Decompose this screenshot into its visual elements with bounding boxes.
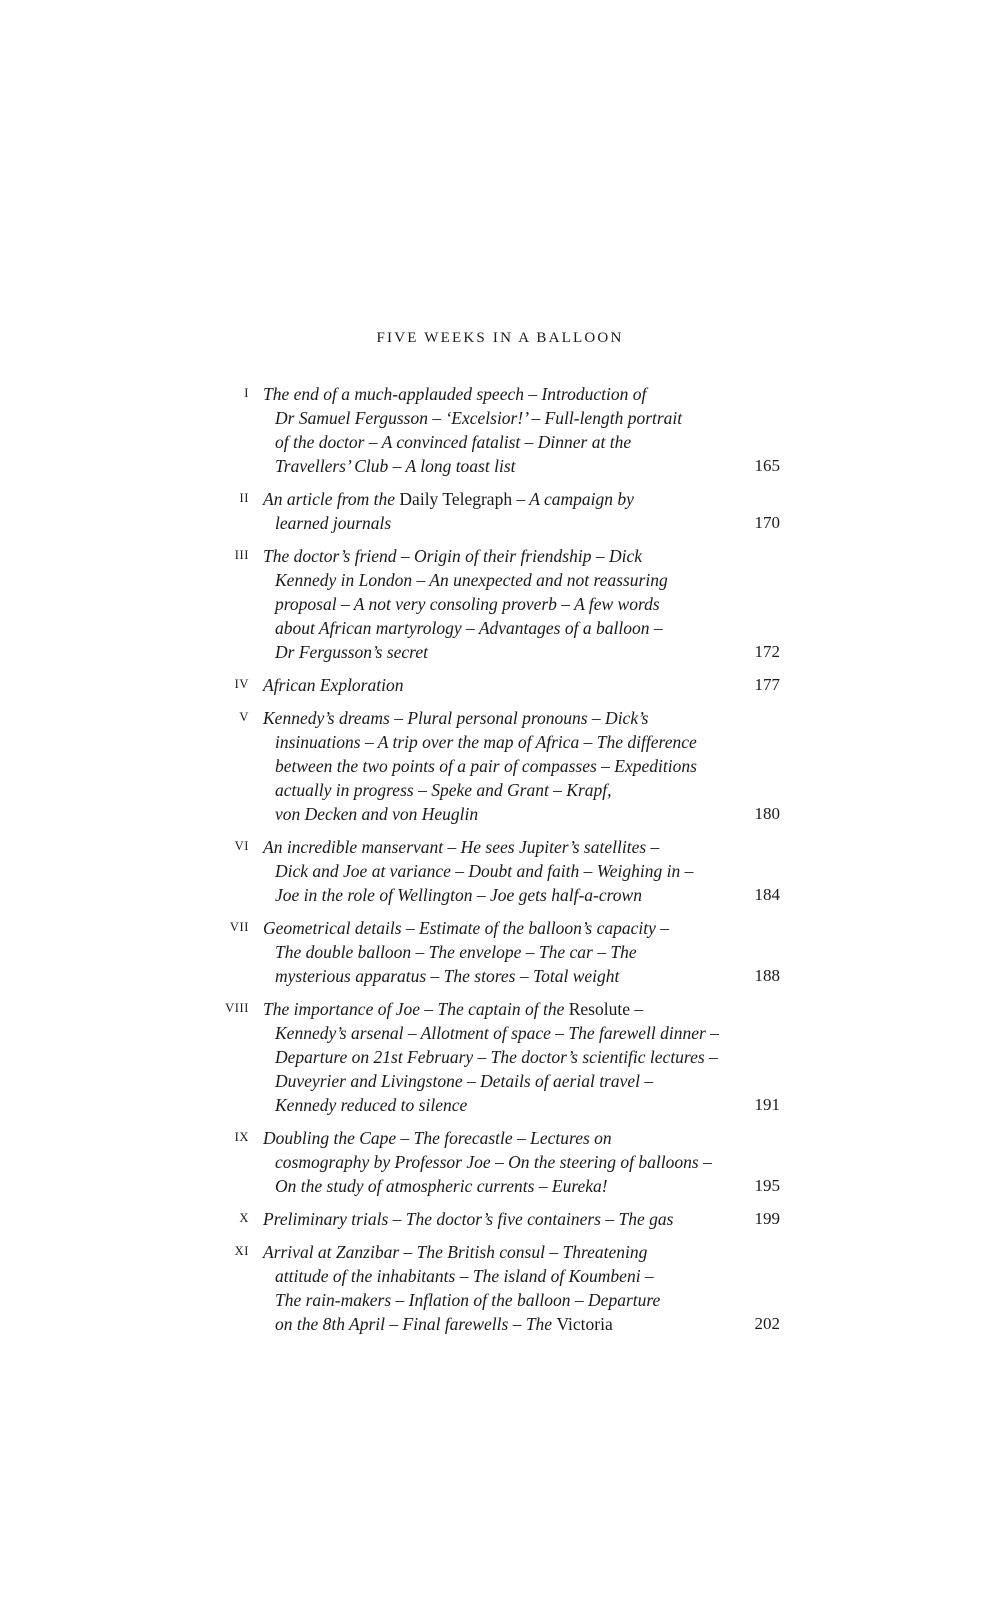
chapter-summary <box>263 382 728 478</box>
page-number: 199 <box>754 1209 780 1228</box>
toc-entry <box>215 673 780 697</box>
page-number: 172 <box>754 642 780 661</box>
chapter-summary <box>263 706 728 826</box>
chapter-summary <box>263 487 728 535</box>
summary-text: Kennedy’s arsenal – Allotment of space – The farewell dinner – <box>275 1023 719 1043</box>
page-number: 188 <box>754 966 780 985</box>
toc-entry <box>215 835 780 907</box>
summary-line <box>263 778 728 802</box>
summary-text: The importance of Joe – The captain of the <box>263 999 569 1019</box>
summary-line <box>263 1288 728 1312</box>
summary-line <box>263 454 728 478</box>
summary-line <box>263 382 728 406</box>
chapter-numeral: V <box>239 710 249 724</box>
toc-entry <box>215 1126 780 1198</box>
summary-text: Kennedy’s dreams – Plural personal pronouns – Dick’s <box>263 708 649 728</box>
summary-text: Geometrical details – Estimate of the balloon’s capacity – <box>263 918 670 938</box>
chapter-summary <box>263 1126 728 1198</box>
summary-line <box>263 592 728 616</box>
toc-entry <box>215 997 780 1117</box>
summary-line <box>263 997 728 1021</box>
summary-text: An article from the <box>263 489 400 509</box>
summary-line <box>263 487 728 511</box>
page-number: 184 <box>754 885 780 904</box>
summary-line <box>263 1069 728 1093</box>
summary-line <box>263 1174 728 1198</box>
page-number: 191 <box>754 1095 780 1114</box>
summary-text: Preliminary trials – The doctor’s five containers – The gas <box>263 1209 674 1229</box>
chapter-numeral: XI <box>234 1244 249 1258</box>
summary-line <box>263 1240 728 1264</box>
summary-text: The double balloon – The envelope – The car – The <box>275 942 637 962</box>
chapter-numeral: II <box>239 491 249 505</box>
summary-text: about African martyrology – Advantages of a balloon – <box>275 618 663 638</box>
chapter-numeral: IX <box>234 1130 249 1144</box>
page-number: 195 <box>754 1176 780 1195</box>
summary-text: An incredible manservant – He sees Jupiter’s satellites – <box>263 837 660 857</box>
chapter-summary <box>263 916 728 988</box>
summary-text: The rain-makers – Inflation of the balloon – Departure <box>275 1290 661 1310</box>
summary-text: Dr Fergusson’s secret <box>275 642 428 662</box>
page-number: 180 <box>754 804 780 823</box>
summary-text: learned journals <box>275 513 392 533</box>
summary-text: mysterious apparatus – The stores – Total weight <box>275 966 620 986</box>
toc-entry <box>215 706 780 826</box>
summary-line <box>263 1150 728 1174</box>
summary-text: of the doctor – A convinced fatalist – Dinner at the <box>275 432 632 452</box>
summary-line <box>263 616 728 640</box>
chapter-summary <box>263 835 728 907</box>
summary-line <box>263 640 728 664</box>
summary-line <box>263 406 728 430</box>
summary-text: Dick and Joe at variance – Doubt and faith – Weighing in – <box>275 861 694 881</box>
summary-line <box>263 511 728 535</box>
summary-text: on the 8th April – Final farewells – The <box>275 1314 557 1334</box>
summary-text: Departure on 21st February – The doctor’s scientific lectures – <box>275 1047 718 1067</box>
summary-line <box>263 730 728 754</box>
summary-line <box>263 1093 728 1117</box>
chapter-numeral: VII <box>229 920 249 934</box>
chapter-numeral: III <box>234 548 249 562</box>
table-of-contents <box>215 382 780 1345</box>
page-number: 170 <box>754 513 780 532</box>
chapter-summary <box>263 1207 728 1231</box>
summary-line <box>263 835 728 859</box>
chapter-numeral: VIII <box>225 1001 249 1015</box>
summary-text: Arrival at Zanzibar – The British consul – Threatening <box>263 1242 648 1262</box>
summary-text: attitude of the inhabitants – The island of Koumbeni – <box>275 1266 654 1286</box>
summary-text: Dr Samuel Fergusson – ‘Excelsior!’ – Full-length portrait <box>275 408 683 428</box>
summary-text: Duveyrier and Livingstone – Details of aerial travel – <box>275 1071 654 1091</box>
title-text: Victoria <box>556 1314 613 1334</box>
chapter-numeral: IV <box>234 677 249 691</box>
summary-line <box>263 754 728 778</box>
chapter-summary <box>263 673 728 697</box>
summary-text: Kennedy in London – An unexpected and not reassuring <box>275 570 668 590</box>
summary-line <box>263 940 728 964</box>
summary-line <box>263 883 728 907</box>
summary-text: The doctor’s friend – Origin of their friendship – Dick <box>263 546 642 566</box>
summary-text: actually in progress – Speke and Grant – Krapf, <box>275 780 612 800</box>
title-text: Resolute <box>568 999 630 1019</box>
summary-text: Travellers’ Club – A long toast list <box>275 456 516 476</box>
summary-line <box>263 964 728 988</box>
summary-line <box>263 1126 728 1150</box>
summary-text: between the two points of a pair of compasses – Expeditions <box>275 756 697 776</box>
summary-line <box>263 859 728 883</box>
summary-text: Joe in the role of Wellington – Joe gets half-a-crown <box>275 885 642 905</box>
page-number: 177 <box>754 675 780 694</box>
chapter-summary <box>263 1240 728 1336</box>
summary-line <box>263 1312 728 1336</box>
summary-line <box>263 568 728 592</box>
summary-text: insinuations – A trip over the map of Africa – The difference <box>275 732 697 752</box>
chapter-summary <box>263 997 728 1117</box>
toc-entry <box>215 916 780 988</box>
toc-entry <box>215 1240 780 1336</box>
toc-entry <box>215 487 780 535</box>
toc-entry <box>215 1207 780 1231</box>
summary-line <box>263 430 728 454</box>
running-head: FIVE WEEKS IN A BALLOON <box>376 330 624 346</box>
summary-text: – A campaign by <box>512 489 634 509</box>
page-number: 202 <box>754 1314 780 1333</box>
summary-line <box>263 802 728 826</box>
chapter-numeral: VI <box>234 839 249 853</box>
summary-text: – <box>629 999 644 1019</box>
toc-entry <box>215 544 780 664</box>
summary-line <box>263 916 728 940</box>
summary-text: Kennedy reduced to silence <box>275 1095 468 1115</box>
summary-text: Doubling the Cape – The forecastle – Lectures on <box>263 1128 612 1148</box>
summary-line <box>263 1207 728 1231</box>
summary-text: proposal – A not very consoling proverb – A few words <box>275 594 660 614</box>
summary-line <box>263 706 728 730</box>
summary-text: On the study of atmospheric currents – Eureka! <box>275 1176 608 1196</box>
summary-text: von Decken and von Heuglin <box>275 804 479 824</box>
summary-text: cosmography by Professor Joe – On the steering of balloons – <box>275 1152 712 1172</box>
summary-text: The end of a much-applauded speech – Introduction of <box>263 384 647 404</box>
summary-line <box>263 1045 728 1069</box>
summary-text: African Exploration <box>263 675 404 695</box>
title-text: Daily Telegraph <box>399 489 513 509</box>
summary-line <box>263 1021 728 1045</box>
summary-line <box>263 673 728 697</box>
toc-entry <box>215 382 780 478</box>
chapter-numeral: X <box>239 1211 249 1225</box>
summary-line <box>263 1264 728 1288</box>
page-number: 165 <box>754 456 780 475</box>
chapter-numeral: I <box>244 386 249 400</box>
chapter-summary <box>263 544 728 664</box>
summary-line <box>263 544 728 568</box>
